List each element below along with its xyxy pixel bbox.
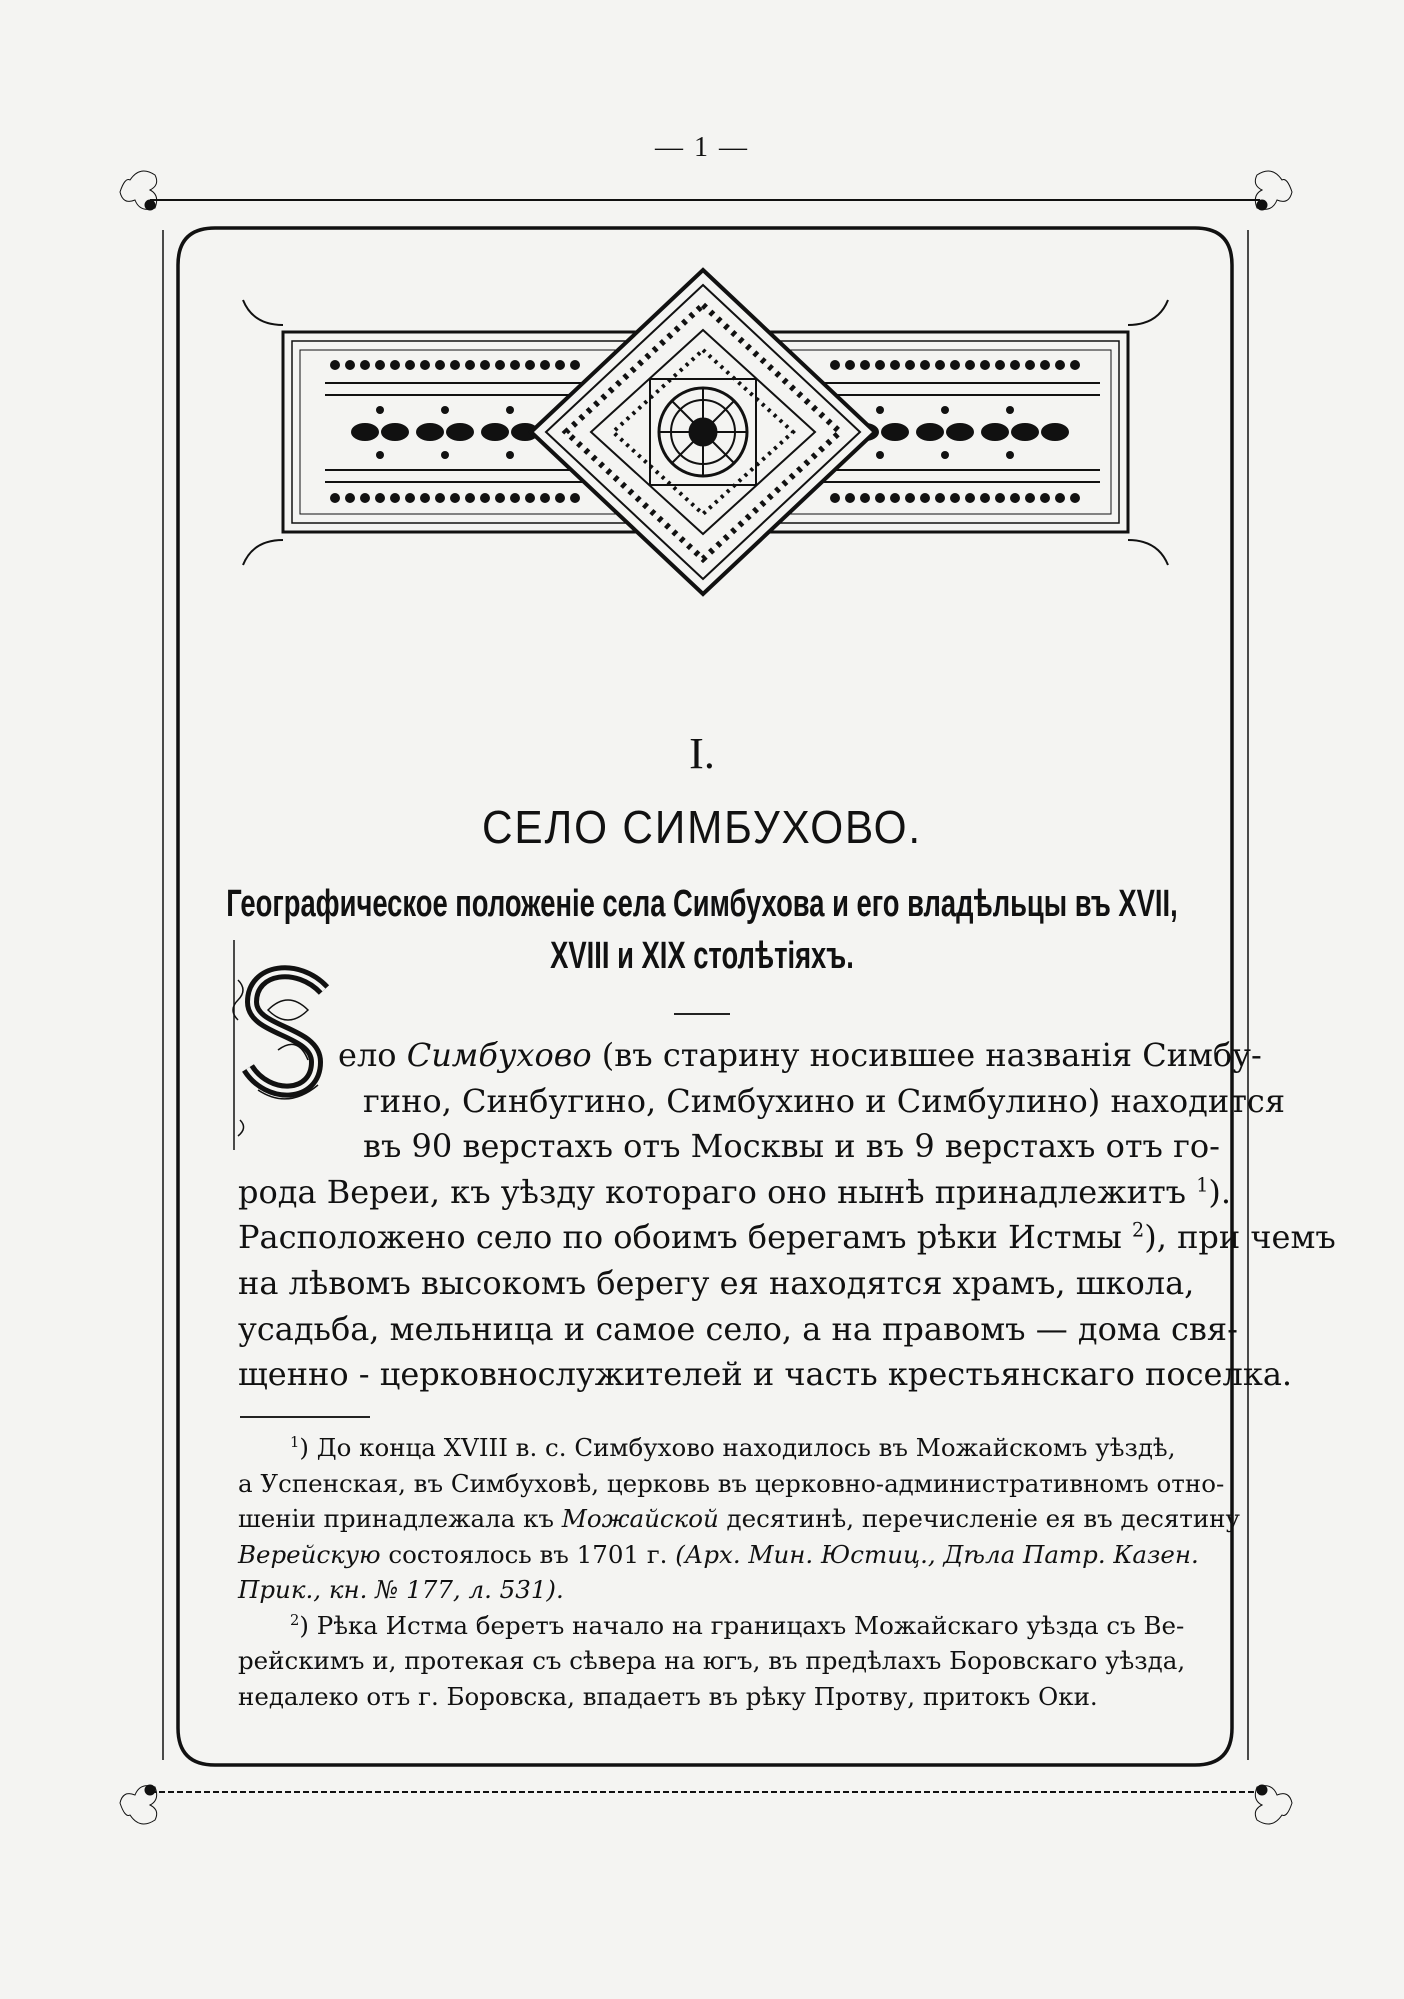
footnote-line: рейскимъ и, протекая съ сѣвера на югъ, въ предѣлахъ Боровскаго уѣзда,	[238, 1646, 1186, 1675]
footnote-line: $^2$) Рѣка Истма беретъ начало на границахъ Можайскаго уѣзда съ Ве-	[290, 1610, 1185, 1640]
body-line: усадьба, мельница и самое село, а на правомъ — дома свя-	[238, 1309, 1238, 1348]
body-line: гино, Синбугино, Симбухино и Симбулино) находится	[363, 1081, 1285, 1120]
footnote-ref[interactable]: 2	[1132, 1218, 1145, 1242]
chapter-subtitle	[200, 878, 1204, 982]
title-divider	[674, 1013, 730, 1015]
body-line: въ 90 верстахъ отъ Москвы и въ 9 верстахъ отъ го-	[363, 1127, 1220, 1166]
footnotes	[238, 1430, 1240, 1714]
village-name-italic: Симбухово	[406, 1036, 592, 1074]
footnote-line: недалеко отъ г. Боровска, впадаетъ въ рѣку Протву, притокъ Оки.	[238, 1681, 1098, 1711]
footnote-line: Верейскую состоялось въ 1701 г. (Арх. Мин. Юстиц., Дѣла Патр. Казен.	[238, 1539, 1199, 1569]
footnote-divider	[240, 1416, 370, 1418]
body-paragraph	[238, 1033, 1336, 1398]
page-number: — 1 —	[655, 132, 749, 163]
chapter-numeral: I.	[689, 729, 715, 778]
footnote-line: Прик., кн. № 177, л. 531).	[238, 1575, 564, 1604]
body-line: рода Вереи, къ уѣзду котораго оно нынѣ принадлежитъ $^1$).	[238, 1172, 1232, 1211]
body-line: ело Симбухово (въ старину носившее названiя Симбу-	[338, 1036, 1262, 1074]
body-line: Расположено село по обоимъ берегамъ рѣки Истмы $^2$), при чемъ	[238, 1218, 1336, 1257]
subtitle-line: XVIII и XIX столѣтiяхъ.	[550, 935, 854, 977]
body-line: щенно - церковнослужителей и часть крестьянскаго поселка.	[238, 1355, 1293, 1394]
body-line: на лѣвомъ высокомъ берегу ея находятся храмъ, школа,	[238, 1263, 1195, 1302]
footnote-ref[interactable]: 1	[1196, 1173, 1209, 1197]
ornamental-headpiece	[243, 270, 1168, 594]
footnote-line: $^1$) До конца XVIII в. с. Симбухово находилось въ Можайскомъ уѣздѣ,	[290, 1433, 1176, 1462]
chapter-title: СЕЛО СИМБУХОВО.	[481, 801, 922, 853]
footnote-line: а Успенская, въ Симбуховѣ, церковь въ церковно-административномъ отно-	[238, 1468, 1225, 1498]
footnote-line: шенiи принадлежала къ Можайской десятинѣ, перечисленiе ея въ десятину	[238, 1504, 1240, 1533]
subtitle-line: Географическое положенiе села Симбухова и его владѣльцы въ XVII,	[226, 883, 1178, 925]
